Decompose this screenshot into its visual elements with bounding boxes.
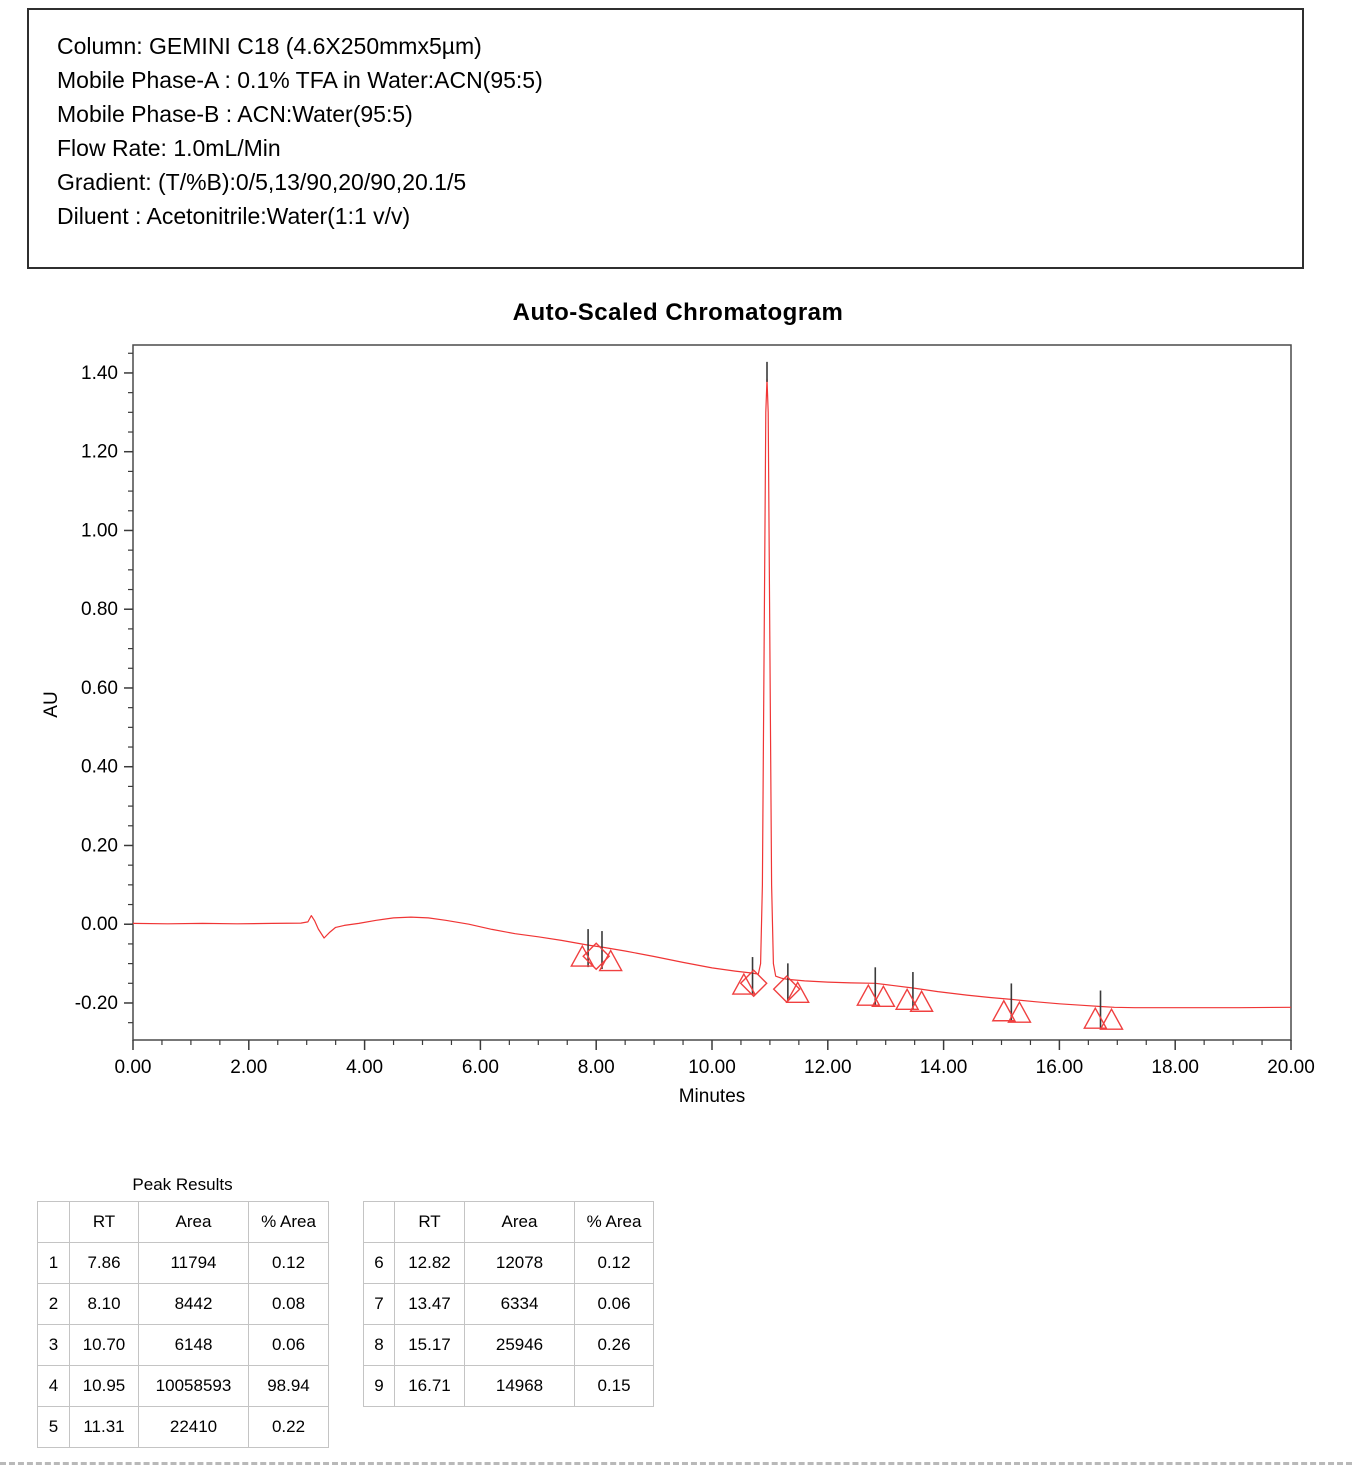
table-row (38, 1407, 329, 1448)
table-cell: 22410 (139, 1407, 249, 1448)
table-cell: 7.86 (70, 1243, 139, 1284)
table-cell: 15.17 (395, 1325, 465, 1366)
column-header: % Area (575, 1202, 654, 1243)
x-tick-label: 18.00 (1151, 1057, 1199, 1078)
table-header-row (364, 1202, 654, 1243)
table-cell: 8.10 (70, 1284, 139, 1325)
y-tick-label: 0.20 (81, 835, 118, 857)
table-cell: 14968 (465, 1366, 575, 1407)
table-cell: 0.12 (249, 1243, 329, 1284)
y-tick-label: 1.00 (81, 520, 118, 542)
column-header: % Area (249, 1202, 329, 1243)
table-cell: 11.31 (70, 1407, 139, 1448)
table-cell: 12.82 (395, 1243, 465, 1284)
peak-results-table-left (37, 1201, 329, 1448)
chromatogram-trace (133, 379, 1291, 1008)
x-tick-label: 12.00 (804, 1057, 852, 1078)
y-tick-label: -0.20 (74, 992, 118, 1014)
table-cell: 10.95 (70, 1366, 139, 1407)
table-cell: 8442 (139, 1284, 249, 1325)
x-tick-label: 20.00 (1267, 1057, 1315, 1078)
y-tick-label: 0.00 (81, 914, 118, 936)
info-line-flow-rate: Flow Rate: 1.0mL/Min (57, 135, 281, 161)
peak-results-title: Peak Results (132, 1175, 233, 1194)
table-row (38, 1284, 329, 1325)
x-tick-label: 8.00 (577, 1057, 615, 1078)
info-line-mobile-phase-b: Mobile Phase-B : ACN:Water(95:5) (57, 101, 413, 127)
column-header: RT (395, 1202, 465, 1243)
table-cell: 8 (364, 1325, 395, 1366)
table-cell: 10058593 (139, 1366, 249, 1407)
table-cell: 6 (364, 1243, 395, 1284)
table-cell: 16.71 (395, 1366, 465, 1407)
table-cell: 4 (38, 1366, 70, 1407)
chart-title: Auto-Scaled Chromatogram (512, 299, 844, 326)
table-cell: 0.15 (575, 1366, 654, 1407)
table-cell: 6334 (465, 1284, 575, 1325)
info-line-diluent: Diluent : Acetonitrile:Water(1:1 v/v) (57, 203, 411, 229)
column-header: Area (465, 1202, 575, 1243)
page-break-divider (0, 1462, 1352, 1465)
table-row (364, 1366, 654, 1407)
table-cell: 11794 (139, 1243, 249, 1284)
table-header-row (38, 1202, 329, 1243)
table-cell: 6148 (139, 1325, 249, 1366)
table-row (364, 1243, 654, 1284)
table-cell: 9 (364, 1366, 395, 1407)
table-row (38, 1325, 329, 1366)
info-line-mobile-phase-a: Mobile Phase-A : 0.1% TFA in Water:ACN(95:5) (57, 67, 543, 93)
table-cell: 12078 (465, 1243, 575, 1284)
column-header (38, 1202, 70, 1243)
table-cell: 2 (38, 1284, 70, 1325)
integration-triangle-mark (733, 974, 755, 994)
y-tick-label: 1.40 (81, 362, 118, 384)
y-tick-label: 1.20 (81, 441, 118, 463)
x-axis-label: Minutes (678, 1086, 746, 1107)
table-cell: 7 (364, 1284, 395, 1325)
table-cell: 0.26 (575, 1325, 654, 1366)
x-tick-label: 2.00 (230, 1057, 268, 1078)
column-header: RT (70, 1202, 139, 1243)
table-cell: 5 (38, 1407, 70, 1448)
x-tick-label: 6.00 (461, 1057, 499, 1078)
integration-triangle-mark (1101, 1009, 1123, 1029)
table-cell: 0.06 (575, 1284, 654, 1325)
table-cell: 0.06 (249, 1325, 329, 1366)
y-tick-label: 0.60 (81, 677, 118, 699)
table-cell: 13.47 (395, 1284, 465, 1325)
integration-triangle-mark (896, 989, 918, 1009)
table-cell: 98.94 (249, 1366, 329, 1407)
table-cell: 0.22 (249, 1407, 329, 1448)
x-tick-label: 10.00 (688, 1057, 736, 1078)
x-tick-label: 16.00 (1035, 1057, 1084, 1078)
table-row (38, 1243, 329, 1284)
info-line-gradient: Gradient: (T/%B):0/5,13/90,20/90,20.1/5 (57, 169, 467, 195)
y-axis-label: AU (41, 691, 62, 718)
x-tick-label: 4.00 (346, 1057, 384, 1078)
x-tick-label: 14.00 (919, 1057, 968, 1078)
column-header: Area (139, 1202, 249, 1243)
integration-triangle-mark (600, 951, 622, 971)
table-row (364, 1284, 654, 1325)
table-cell: 0.12 (575, 1243, 654, 1284)
table-cell: 1 (38, 1243, 70, 1284)
info-line-column: Column: GEMINI C18 (4.6X250mmx5µm) (57, 33, 482, 59)
table-cell: 0.08 (249, 1284, 329, 1325)
table-cell: 25946 (465, 1325, 575, 1366)
peak-results-table-right (363, 1201, 654, 1407)
y-tick-label: 0.40 (81, 756, 118, 778)
x-tick-label: 0.00 (114, 1057, 152, 1078)
table-row (364, 1325, 654, 1366)
table-cell: 3 (38, 1325, 70, 1366)
table-row (38, 1366, 329, 1407)
plot-border (133, 345, 1291, 1040)
table-cell: 10.70 (70, 1325, 139, 1366)
column-header (364, 1202, 395, 1243)
y-tick-label: 0.80 (81, 599, 118, 621)
